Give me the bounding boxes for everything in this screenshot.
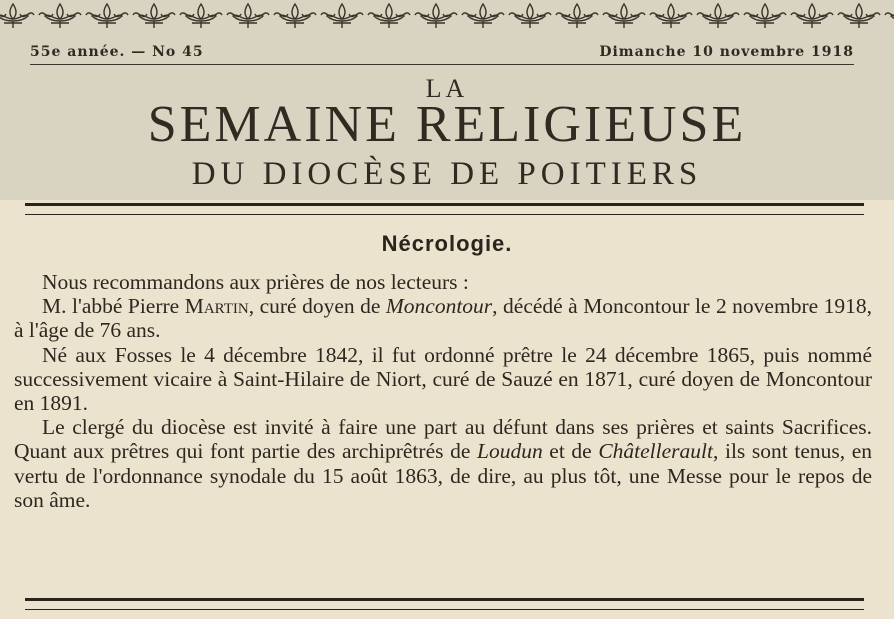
double-rule-bottom (25, 598, 864, 610)
paragraph-deceased (14, 294, 872, 342)
fleur-de-lis-ornament-icon (0, 0, 894, 30)
masthead (0, 0, 894, 200)
paragraph-intro: Nous recommandons aux prières de nos lecteurs : (42, 270, 469, 294)
place-loudun: Loudun (476, 439, 543, 464)
paragraph-text: Le clergé du diocèse est invité à faire une part au défunt dans ses prières et saints Sacrifices. Quant aux prêtres qui font partie des archiprêtrés de (14, 415, 872, 464)
issue-line (30, 40, 854, 65)
paragraph-text: , ils sont tenus, en vertu de l'ordonnance synodale du 15 août 1863, de dire, au plus tôt, une Messe pour le repos de son âme. (14, 439, 872, 512)
place-name: Moncontour (385, 294, 493, 319)
issue-date: Dimanche 10 novembre 1918 (599, 44, 854, 60)
page-subtitle: DU DIOCÈSE DE POITIERS (191, 156, 703, 192)
page-title: SEMAINE RELIGIEUSE (147, 96, 747, 153)
paragraph-request (14, 415, 872, 512)
paragraph-biography: Né aux Fosses le 4 décembre 1842, il fut ordonné prêtre le 24 décembre 1865, puis nommé successivement vicaire à Saint-Hilaire de Niort, curé de Sauzé en 1871, curé doyen de Moncontour en 1891. (14, 342, 872, 416)
paragraph-text: et de (542, 439, 599, 464)
deceased-name: Martin (184, 294, 249, 319)
title-article: LA (425, 74, 469, 103)
paragraph-text: , décédé à Moncontour le 2 novembre 1918, à l'âge de 76 ans. (14, 294, 872, 343)
fleur-de-lis-ornament-band (0, 0, 894, 30)
article-body (14, 270, 872, 512)
double-rule-top (25, 203, 864, 215)
paragraph-text: M. l'abbé Pierre (42, 294, 185, 319)
issue-number: 55e année. — No 45 (30, 44, 204, 60)
paragraph-text: , curé doyen de (248, 294, 386, 319)
place-chatellerault: Châtellerault (598, 439, 713, 464)
section-title: Nécrologie. (381, 231, 513, 256)
